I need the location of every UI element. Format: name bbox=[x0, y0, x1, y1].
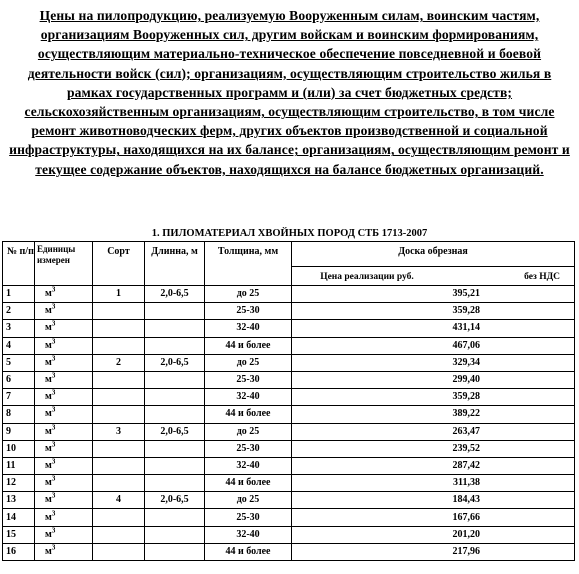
row-length bbox=[145, 457, 205, 474]
unit-label: м bbox=[45, 339, 52, 351]
row-length: 2,0-6,5 bbox=[145, 286, 205, 303]
row-unit bbox=[35, 457, 93, 474]
table-row bbox=[3, 440, 575, 457]
table-row bbox=[3, 389, 575, 406]
unit-label: м bbox=[45, 305, 52, 317]
row-length: 2,0-6,5 bbox=[145, 354, 205, 371]
row-sort bbox=[93, 526, 145, 543]
row-unit bbox=[35, 526, 93, 543]
header-num: № п/п bbox=[3, 242, 35, 286]
row-sort bbox=[93, 543, 145, 560]
row-thickness: 44 и более bbox=[205, 337, 292, 354]
table-row bbox=[3, 320, 575, 337]
table-row bbox=[3, 475, 575, 492]
unit-superscript: 3 bbox=[51, 354, 56, 363]
unit-label: м bbox=[45, 545, 52, 557]
header-vat: без НДС bbox=[524, 271, 560, 282]
row-price: 329,34 bbox=[292, 354, 575, 371]
row-thickness: 44 и более bbox=[205, 475, 292, 492]
row-price: 239,52 bbox=[292, 440, 575, 457]
row-thickness: 25-30 bbox=[205, 371, 292, 388]
row-unit bbox=[35, 371, 93, 388]
row-number: 3 bbox=[3, 320, 35, 337]
row-price: 389,22 bbox=[292, 406, 575, 423]
row-thickness: 25-30 bbox=[205, 303, 292, 320]
row-number: 7 bbox=[3, 389, 35, 406]
row-length bbox=[145, 406, 205, 423]
unit-superscript: 3 bbox=[51, 337, 56, 346]
unit-superscript: 3 bbox=[51, 371, 56, 380]
unit-superscript: 3 bbox=[51, 440, 56, 449]
row-price: 167,66 bbox=[292, 509, 575, 526]
header-length: Длинна, м bbox=[145, 242, 205, 286]
unit-label: м bbox=[45, 442, 52, 454]
row-number: 12 bbox=[3, 475, 35, 492]
row-number: 4 bbox=[3, 337, 35, 354]
unit-superscript: 3 bbox=[51, 285, 56, 294]
unit-superscript: 3 bbox=[51, 474, 56, 483]
row-thickness: 44 и более bbox=[205, 543, 292, 560]
header-product: Доска обрезная bbox=[292, 242, 575, 267]
unit-label: м bbox=[45, 511, 52, 523]
row-sort bbox=[93, 457, 145, 474]
row-thickness: 32-40 bbox=[205, 457, 292, 474]
row-price: 287,42 bbox=[292, 457, 575, 474]
row-sort bbox=[93, 475, 145, 492]
unit-superscript: 3 bbox=[51, 320, 56, 329]
row-sort bbox=[93, 440, 145, 457]
row-sort bbox=[93, 337, 145, 354]
unit-label: м bbox=[45, 356, 52, 368]
row-thickness: 32-40 bbox=[205, 389, 292, 406]
row-number: 10 bbox=[3, 440, 35, 457]
row-unit bbox=[35, 320, 93, 337]
row-price: 184,43 bbox=[292, 492, 575, 509]
price-table bbox=[2, 241, 575, 561]
row-thickness: до 25 bbox=[205, 286, 292, 303]
row-sort: 3 bbox=[93, 423, 145, 440]
table-row bbox=[3, 526, 575, 543]
row-unit bbox=[35, 389, 93, 406]
unit-superscript: 3 bbox=[51, 302, 56, 311]
row-unit bbox=[35, 475, 93, 492]
table-row bbox=[3, 371, 575, 388]
row-thickness: 25-30 bbox=[205, 440, 292, 457]
row-number: 6 bbox=[3, 371, 35, 388]
table-row bbox=[3, 423, 575, 440]
row-length bbox=[145, 526, 205, 543]
unit-label: м bbox=[45, 494, 52, 506]
row-thickness: до 25 bbox=[205, 492, 292, 509]
row-length bbox=[145, 543, 205, 560]
row-thickness: 32-40 bbox=[205, 320, 292, 337]
table-row bbox=[3, 354, 575, 371]
unit-label: м bbox=[45, 391, 52, 403]
unit-superscript: 3 bbox=[51, 509, 56, 518]
price-table-body bbox=[3, 286, 575, 561]
unit-superscript: 3 bbox=[51, 457, 56, 466]
row-sort bbox=[93, 303, 145, 320]
unit-superscript: 3 bbox=[51, 492, 56, 501]
table-row bbox=[3, 406, 575, 423]
row-thickness: 32-40 bbox=[205, 526, 292, 543]
row-length bbox=[145, 371, 205, 388]
row-price: 299,40 bbox=[292, 371, 575, 388]
row-length bbox=[145, 509, 205, 526]
row-number: 16 bbox=[3, 543, 35, 560]
row-sort bbox=[93, 320, 145, 337]
row-number: 5 bbox=[3, 354, 35, 371]
unit-superscript: 3 bbox=[51, 423, 56, 432]
row-number: 13 bbox=[3, 492, 35, 509]
unit-label: м bbox=[45, 425, 52, 437]
header-unit: Единицы измерен bbox=[35, 242, 93, 286]
unit-label: м bbox=[45, 288, 52, 300]
row-length bbox=[145, 475, 205, 492]
row-unit bbox=[35, 543, 93, 560]
row-thickness: до 25 bbox=[205, 354, 292, 371]
row-length bbox=[145, 303, 205, 320]
row-length bbox=[145, 389, 205, 406]
row-price: 395,21 bbox=[292, 286, 575, 303]
header-sort: Сорт bbox=[93, 242, 145, 286]
row-price: 431,14 bbox=[292, 320, 575, 337]
row-sort bbox=[93, 371, 145, 388]
page-title: Цены на пилопродукцию, реализуемую Вооруженным силам, воинским частям, организациям Вооруженных сил, другим войскам и воинским формированиям, осуществляющим материально-техническое обеспечение повседневной и боевой деятельности войск (сил); организациям, осуществляющим строительство жилья в рамках государственных программ и (или) за счет бюджетных средств; сельскохозяйственным организациям, осуществляющим строительство, в том числе ремонт животноводческих ферм, других объектов производственной и социальной инфраструктуры, находящихся на их балансе; организациям, осуществляющим ремонт и текущее содержание объектов, находящихся на балансе бюджетных организаций. bbox=[9, 8, 570, 177]
row-price: 263,47 bbox=[292, 423, 575, 440]
row-sort: 4 bbox=[93, 492, 145, 509]
table-row bbox=[3, 286, 575, 303]
row-unit bbox=[35, 406, 93, 423]
row-length bbox=[145, 337, 205, 354]
header-price: Цена реализации руб. bbox=[320, 271, 414, 282]
row-thickness: до 25 bbox=[205, 423, 292, 440]
row-unit bbox=[35, 509, 93, 526]
row-price: 201,20 bbox=[292, 526, 575, 543]
row-number: 11 bbox=[3, 457, 35, 474]
unit-label: м bbox=[45, 322, 52, 334]
row-length bbox=[145, 320, 205, 337]
row-price: 467,06 bbox=[292, 337, 575, 354]
unit-superscript: 3 bbox=[51, 526, 56, 535]
row-unit bbox=[35, 354, 93, 371]
row-unit bbox=[35, 303, 93, 320]
row-unit bbox=[35, 337, 93, 354]
table-row bbox=[3, 337, 575, 354]
row-price: 217,96 bbox=[292, 543, 575, 560]
unit-superscript: 3 bbox=[51, 543, 56, 552]
row-thickness: 25-30 bbox=[205, 509, 292, 526]
row-thickness: 44 и более bbox=[205, 406, 292, 423]
unit-label: м bbox=[45, 374, 52, 386]
row-unit bbox=[35, 440, 93, 457]
section-title: 1. ПИЛОМАТЕРИАЛ ХВОЙНЫХ ПОРОД СТБ 1713-2007 bbox=[151, 228, 428, 239]
row-unit bbox=[35, 286, 93, 303]
row-number: 9 bbox=[3, 423, 35, 440]
row-number: 14 bbox=[3, 509, 35, 526]
unit-superscript: 3 bbox=[51, 388, 56, 397]
table-row bbox=[3, 303, 575, 320]
row-unit bbox=[35, 423, 93, 440]
table-row bbox=[3, 492, 575, 509]
row-sort: 2 bbox=[93, 354, 145, 371]
table-row bbox=[3, 543, 575, 560]
header-price-cell bbox=[292, 267, 575, 286]
unit-label: м bbox=[45, 408, 52, 420]
row-sort bbox=[93, 406, 145, 423]
unit-superscript: 3 bbox=[51, 406, 56, 415]
unit-label: м bbox=[45, 459, 52, 471]
row-sort bbox=[93, 389, 145, 406]
row-number: 15 bbox=[3, 526, 35, 543]
row-unit bbox=[35, 492, 93, 509]
row-price: 359,28 bbox=[292, 303, 575, 320]
table-row bbox=[3, 509, 575, 526]
unit-label: м bbox=[45, 528, 52, 540]
unit-label: м bbox=[45, 477, 52, 489]
row-sort: 1 bbox=[93, 286, 145, 303]
row-sort bbox=[93, 509, 145, 526]
row-length: 2,0-6,5 bbox=[145, 492, 205, 509]
row-number: 8 bbox=[3, 406, 35, 423]
row-number: 2 bbox=[3, 303, 35, 320]
table-row bbox=[3, 457, 575, 474]
row-price: 311,38 bbox=[292, 475, 575, 492]
header-thickness: Толщина, мм bbox=[205, 242, 292, 286]
row-length bbox=[145, 440, 205, 457]
row-price: 359,28 bbox=[292, 389, 575, 406]
row-number: 1 bbox=[3, 286, 35, 303]
row-length: 2,0-6,5 bbox=[145, 423, 205, 440]
